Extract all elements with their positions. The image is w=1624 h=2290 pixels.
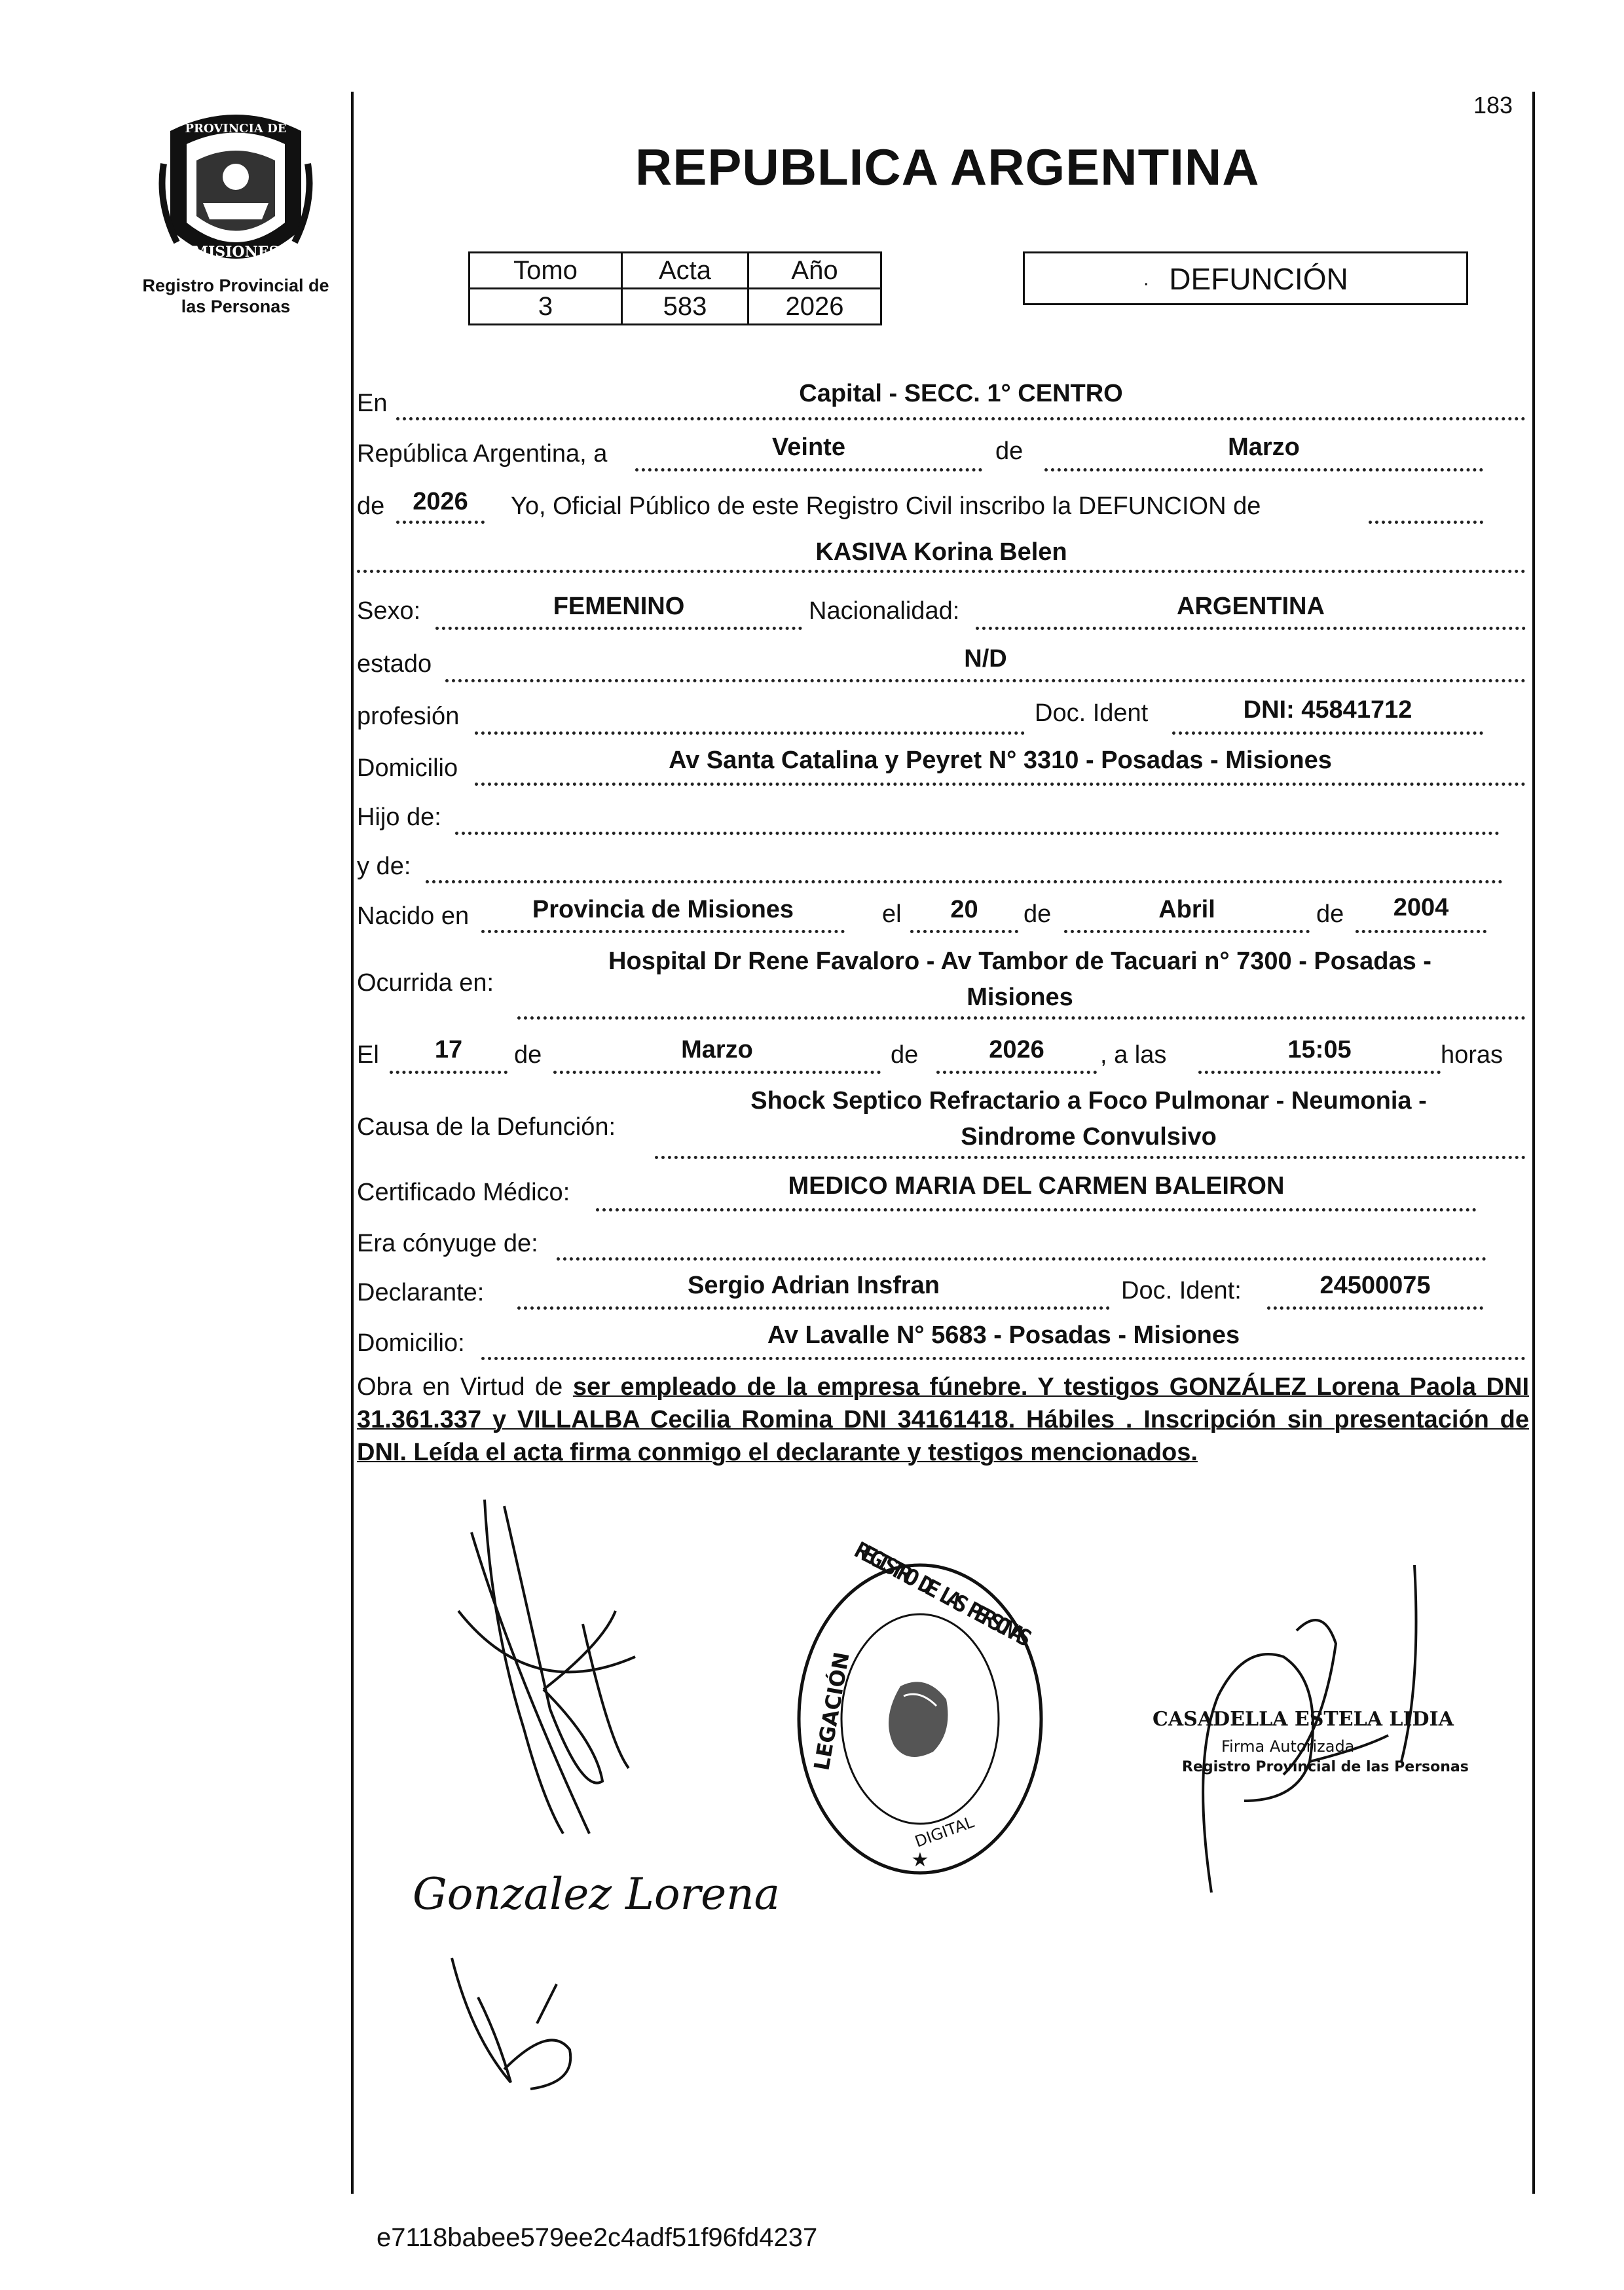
domicilio-label: Domicilio (357, 754, 458, 782)
nacionalidad-label: Nacionalidad: (809, 597, 960, 625)
page-number: 183 (1473, 92, 1513, 119)
sexo-value: FEMENINO (553, 593, 685, 620)
domicilio-value: Av Santa Catalina y Peyret N° 3310 - Posadas - Misiones (669, 747, 1332, 774)
death-day-dotted-line (390, 1071, 507, 1074)
death-day: 17 (434, 1036, 463, 1063)
certificado-label: Certificado Médico: (357, 1179, 570, 1206)
birth-de2-label: de (1316, 900, 1344, 928)
seal-star-icon: ★ (911, 1849, 929, 1871)
record-reference-value-row (470, 289, 881, 325)
birth-year: 2004 (1393, 894, 1449, 921)
certificado-dotted-line (596, 1208, 1477, 1211)
misiones-coat-of-arms-logo (157, 105, 314, 282)
witness-villalba-signature (432, 1945, 602, 2102)
deceased-name: KASIVA Korina Belen (815, 538, 1067, 566)
month-dotted-line (1044, 468, 1483, 471)
hijo-label: Hijo de: (357, 803, 441, 831)
anio-header: Año (748, 253, 881, 289)
tomo-header: Tomo (470, 253, 622, 289)
causa-line1: Shock Septico Refractario a Foco Pulmonar - Neumonia - (750, 1087, 1427, 1115)
nacido-label: Nacido en (357, 902, 470, 930)
nacido-value: Provincia de Misiones (532, 896, 794, 923)
certificado-value: MEDICO MARIA DEL CARMEN BALEIRON (788, 1172, 1285, 1200)
birth-year-dotted-line (1356, 930, 1486, 933)
registry-name (128, 275, 344, 317)
ocurrida-label: Ocurrida en: (357, 969, 494, 997)
day-value: Veinte (772, 434, 845, 461)
declarante-dotted-line (517, 1306, 1110, 1310)
month-de-label: de (995, 437, 1024, 465)
death-time: 15:05 (1287, 1036, 1352, 1063)
declarant-signature (432, 1493, 747, 1847)
profesion-label: profesión (357, 703, 460, 730)
causa-dotted-line (655, 1156, 1526, 1159)
domicilio-dotted-line (475, 783, 1526, 786)
anio-value: 2026 (748, 289, 881, 325)
birth-day-dotted-line (910, 930, 1018, 933)
signatory-name: CASADELLA ESTELA LIDIA (1153, 1708, 1454, 1731)
signatory-office: Registro Provincial de las Personas (1182, 1759, 1469, 1775)
profesion-dotted-line (475, 731, 1025, 735)
record-type-dot: · (1143, 272, 1150, 294)
seal-inner-text: DIGITAL (912, 1813, 977, 1851)
declarante-doc-value: 24500075 (1320, 1272, 1431, 1299)
causa-line2: Sindrome Convulsivo (961, 1123, 1217, 1151)
document-hash: e7118babee579ee2c4adf51f96fd4237 (377, 2223, 818, 2252)
declarante-doc-dotted-line (1267, 1306, 1483, 1310)
registry-name-line2: las Personas (181, 297, 291, 316)
witness-signature-text: Gonzalez Lorena (413, 1869, 781, 1919)
sexo-dotted-line (435, 627, 802, 630)
obra-prefix: Obra en Virtud de (357, 1373, 563, 1401)
record-type-box (1023, 251, 1468, 305)
logo-text-bottom: MISIONES (192, 244, 280, 261)
doc-ident-label: Doc. Ident (1035, 699, 1149, 727)
year-prefix-label: de (357, 492, 385, 520)
death-de2-label: de (891, 1041, 919, 1069)
horas-label: horas (1441, 1041, 1504, 1069)
estado-dotted-line (445, 679, 1526, 682)
registry-name-line1: Registro Provincial de (142, 276, 329, 295)
republica-label: República Argentina, a (357, 440, 608, 468)
year-value: 2026 (413, 488, 468, 515)
causa-label: Causa de la Defunción: (357, 1113, 616, 1141)
acta-header: Acta (622, 253, 748, 289)
declarante-domicilio-dotted-line (481, 1357, 1526, 1360)
declarante-domicilio-label: Domicilio: (357, 1329, 465, 1357)
doc-ident-value: DNI: 45841712 (1243, 696, 1412, 724)
signatory-role: Firma Autorizada (1221, 1737, 1355, 1756)
a-las-label: , a las (1100, 1041, 1167, 1069)
declarante-doc-label: Doc. Ident: (1121, 1277, 1242, 1304)
conyuge-dotted-line (557, 1257, 1486, 1261)
declarante-label: Declarante: (357, 1279, 485, 1306)
declarante-value: Sergio Adrian Insfran (688, 1272, 940, 1299)
seal-top-text: REGISTRO DE LAS PERSONAS (850, 1537, 1036, 1653)
right-margin-rule (1532, 92, 1535, 2194)
ocurrida-line1: Hospital Dr Rene Favaloro - Av Tambor de Tacuari n° 7300 - Posadas - (608, 948, 1431, 975)
nacionalidad-dotted-line (976, 627, 1526, 630)
registry-official-seal (789, 1537, 1051, 1883)
official-signature-and-stamp (1113, 1565, 1480, 1906)
record-reference-header-row (470, 253, 881, 289)
year-dotted-line (396, 521, 485, 524)
obra-text: ser empleado de la empresa fúnebre. Y testigos GONZÁLEZ Lorena Paola DNI 31.361.337 y VILLALBA Cecilia Romina DNI 34161418. Hábiles . Inscripción sin presentación de DNI. Leída el acta firma conmigo el declarante y testigos mencionados. (357, 1373, 1530, 1466)
logo-text-top: PROVINCIA DE (185, 122, 287, 136)
document-title: REPUBLICA ARGENTINA (635, 138, 1260, 196)
estado-value: N/D (964, 645, 1007, 673)
death-year-dotted-line (936, 1071, 1097, 1074)
death-el-label: El (357, 1041, 379, 1069)
yo-trailing-dotted-line (1369, 521, 1483, 524)
death-month-dotted-line (553, 1071, 881, 1074)
birth-day: 20 (950, 896, 978, 923)
death-time-dotted-line (1198, 1071, 1441, 1074)
tomo-value: 3 (470, 289, 622, 325)
obra-en-virtud-paragraph (357, 1371, 1529, 1469)
birth-month-dotted-line (1064, 930, 1310, 933)
month-value: Marzo (1228, 434, 1300, 461)
estado-label: estado (357, 650, 432, 678)
acta-value: 583 (622, 289, 748, 325)
y-de-dotted-line (426, 880, 1503, 883)
death-year: 2026 (989, 1036, 1044, 1063)
witness-gonzalez-signature (406, 1847, 781, 1945)
en-value: Capital - SECC. 1° CENTRO (799, 380, 1123, 407)
yo-text: Yo, Oficial Público de este Registro Civil inscribo la DEFUNCION de (511, 492, 1261, 520)
deceased-dotted-line (357, 570, 1526, 573)
left-margin-rule (351, 92, 354, 2194)
record-type: DEFUNCIÓN (1169, 262, 1348, 296)
doc-ident-dotted-line (1172, 731, 1483, 735)
sexo-label: Sexo: (357, 597, 421, 625)
nacionalidad-value: ARGENTINA (1177, 593, 1325, 620)
day-dotted-line (635, 468, 982, 471)
death-de1-label: de (514, 1041, 542, 1069)
nacido-dotted-line (481, 930, 845, 933)
conyuge-label: Era cónyuge de: (357, 1230, 538, 1257)
en-dotted-line (396, 417, 1526, 420)
birth-de1-label: de (1024, 900, 1052, 928)
ocurrida-dotted-line (517, 1016, 1526, 1020)
ocurrida-line2: Misiones (967, 984, 1073, 1011)
hijo-dotted-line (455, 832, 1500, 835)
birth-el-label: el (882, 900, 902, 928)
en-label: En (357, 390, 388, 417)
birth-month: Abril (1158, 896, 1215, 923)
death-month: Marzo (681, 1036, 753, 1063)
y-de-label: y de: (357, 853, 411, 880)
record-reference-table (468, 251, 882, 325)
declarante-domicilio-value: Av Lavalle N° 5683 - Posadas - Misiones (767, 1321, 1240, 1349)
seal-left-text: LEGACIÓN (809, 1650, 855, 1773)
